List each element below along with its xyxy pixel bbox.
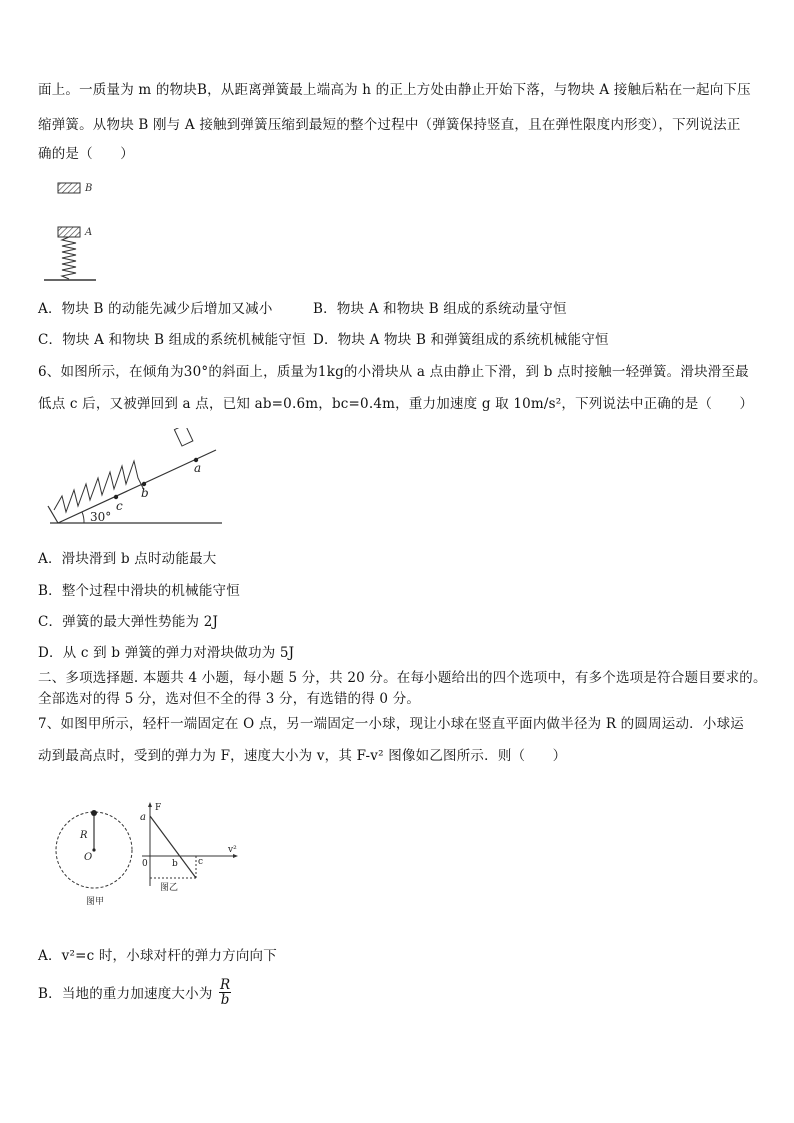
- q5-stem-line-2: 缩弹簧。从物块 B 刚与 A 接触到弹簧压缩到最短的整个过程中（弹簧保持竖直，且在弹性限度内形变），下列说法正: [38, 117, 741, 133]
- label-v2: v²: [228, 845, 237, 855]
- angle-label: 30°: [90, 510, 112, 524]
- q5-spring-figure: [40, 175, 120, 287]
- label-r: R: [80, 830, 88, 841]
- label-a: a: [140, 812, 146, 823]
- q5-option-d: D．物块 A 物块 B 和弹簧组成的系统机械能守恒: [313, 332, 609, 348]
- q7-option-b-text: B．当地的重力加速度大小为: [38, 986, 213, 1002]
- caption-left: 图甲: [86, 897, 105, 907]
- q7-figure-graph: [136, 800, 246, 892]
- block-a: [58, 227, 80, 237]
- block-a-label: A: [85, 227, 93, 238]
- label-origin: 0: [142, 859, 148, 869]
- q6-option-b: B．整个过程中滑块的机械能守恒: [38, 583, 240, 599]
- q7-figure-circle: [50, 800, 140, 910]
- q6-stem-line-2: 低点 c 后，又被弹回到 a 点，已知 ab=0.6m，bc=0.4m，重力加速度 g 取 10m/s²，下列说法中正确的是（ ）: [38, 396, 754, 412]
- label-f: F: [155, 803, 162, 813]
- ball: [91, 810, 97, 816]
- section2-line-2: 全部选对的得 5 分，选对但不全的得 3 分，有选错的得 0 分。: [38, 691, 421, 707]
- label-b: b: [141, 486, 149, 500]
- label-c: c: [198, 857, 204, 867]
- q5-stem-line-3: 确的是（ ）: [38, 146, 134, 162]
- incline-line: [58, 450, 216, 523]
- pivot-o: [92, 848, 95, 851]
- q6-option-a: A．滑块滑到 b 点时动能最大: [38, 551, 217, 567]
- q5-option-a: A．物块 B 的动能先减少后增加又减小: [38, 301, 273, 317]
- label-b: b: [172, 859, 178, 869]
- fraction-numerator: R: [220, 977, 231, 993]
- q7-option-a: A．v²=c 时，小球对杆的弹力方向向下: [38, 948, 277, 964]
- q7-option-b-fraction: [219, 978, 231, 1007]
- angle-arc: [82, 512, 84, 523]
- q6-option-c: C．弹簧的最大弹性势能为 2J: [38, 614, 219, 630]
- label-o: O: [84, 852, 93, 863]
- caption-right: 图乙: [160, 883, 179, 892]
- block-b-label: B: [85, 183, 93, 194]
- block-b: [58, 183, 80, 193]
- spring: [62, 237, 76, 279]
- q5-option-c: C．物块 A 和物块 B 组成的系统机械能守恒: [38, 332, 306, 348]
- q7-stem-line-1: 7、如图甲所示，轻杆一端固定在 O 点，另一端固定一小球，现让小球在竖直平面内做半径为 R 的圆周运动．小球运: [38, 716, 744, 732]
- q6-incline-figure: [44, 428, 228, 528]
- slider-block: [174, 428, 192, 446]
- label-a: a: [194, 461, 202, 475]
- wall-line: [48, 506, 58, 523]
- q6-stem-line-1: 6、如图所示，在倾角为30°的斜面上，质量为1kg的小滑块从 a 点由静止下滑，到 b 点时接触一轻弹簧。滑块滑至最: [38, 364, 749, 380]
- fraction-denominator: b: [220, 992, 230, 1008]
- q6-option-d: D．从 c 到 b 弹簧的弹力对滑块做功为 5J: [38, 645, 295, 661]
- section2-line-1: 二、多项选择题. 本题共 4 小题，每小题 5 分，共 20 分。在每小题给出的四个选项中，有多个选项是符合题目要求的。: [38, 670, 767, 686]
- q5-stem-line-1: 面上。一质量为 m 的物块B，从距离弹簧最上端高为 h 的正上方处由静止开始下落，与物块 A 接触后粘在一起向下压: [38, 82, 751, 98]
- q7-stem-line-2: 动到最高点时，受到的弹力为 F，速度大小为 v，其 F-v² 图像如乙图所示．则（ ）: [38, 748, 567, 764]
- q5-option-b: B．物块 A 和物块 B 组成的系统动量守恒: [313, 301, 567, 317]
- q7-option-b: [38, 977, 231, 1009]
- label-c: c: [116, 499, 123, 513]
